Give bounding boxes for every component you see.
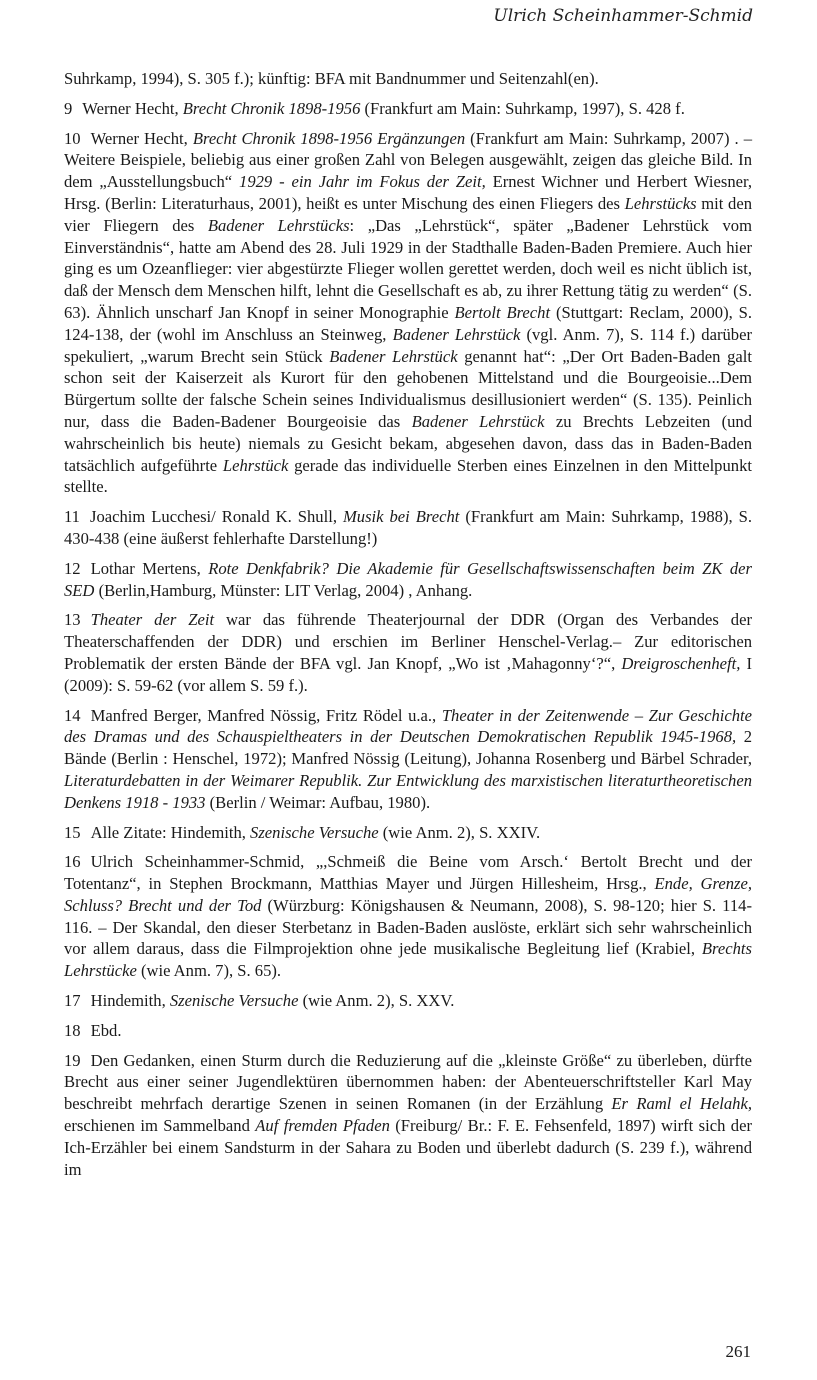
footnote-number: 13 [64, 610, 81, 630]
footnotes [64, 68, 752, 1188]
footnote-italic-text: Theater in der Zeitenwende – Zur Geschichte des Dramas und des Schauspieltheaters in der Deutschen Demokratischen Republik 1945-1968, [64, 705, 752, 747]
footnote-italic-text: Dreigroschenheft, [621, 653, 741, 673]
footnote-text: Werner Hecht, [90, 128, 193, 148]
footnote [64, 1020, 752, 1042]
footnote-italic-text: Badener Lehrstück [392, 324, 521, 344]
footnote-italic-text: Theater der Zeit [90, 610, 215, 630]
footnote-text: Alle Zitate: Hindemith, [90, 822, 251, 842]
footnote [64, 98, 752, 120]
footnote [64, 609, 752, 696]
footnote-text: Ebd. [90, 1020, 122, 1040]
footnote-number: 14 [64, 705, 81, 725]
footnote-text: Ulrich Scheinhammer-Schmid, „,Schmeiß die Beine vom Arsch.‘ Bertolt Brecht und der Totentanz“, in Stephen Brockmann, Matthias Mayer und Jürgen Hillesheim, Hrsg., [64, 852, 752, 894]
footnote-text: (wie Anm. 7), S. 65). [136, 961, 282, 981]
footnote [64, 506, 752, 550]
footnote-italic-text: Brecht Chronik 1898-1956 Ergänzungen [192, 128, 466, 148]
footnote-italic-text: Szenische Versuche [169, 991, 299, 1011]
footnote-text: (vgl. Anm. 7), S. 114 f.) darüber spekuliert, „warum Brecht sein Stück [64, 324, 752, 366]
footnote [64, 990, 752, 1012]
footnote-text: (Freiburg/ Br.: F. E. Fehsenfeld, 1897) wirft sich der Ich-Erzähler bei einem Sandsturm in der Sahara zu Boden und überlebt dadurch (S. 239 f.), während im [64, 1116, 752, 1179]
footnote-text: Ernest Wichner und Herbert Wiesner, Hrsg. (Berlin: Literaturhaus, 2001), heißt es unter Mischung des einen Fliegers des [64, 172, 752, 213]
footnote-italic-text: Brechts Lehrstücke [64, 939, 752, 981]
footnote-text: Manfred Berger, Manfred Nössig, Fritz Rödel u.a., [90, 705, 442, 725]
footnote-text: (Würzburg: Königshausen & Neumann, 2008), S. 98-120; hier S. 114-116. – Der Skandal, den dieser Sterbetanz in Baden-Baden auslöste, erklärt sich sehr wahrscheinlich vor allem daraus, dass die Filmprojektion ohne jede musikalische Begleitung lief (Krabiel, [64, 895, 752, 959]
footnote-number: 16 [64, 852, 81, 872]
footnote-text: : „Das „Lehrstück“, später „Badener Lehrstück vom Einverständnis“, hatte am Abend des 28. Juli 1929 in der Stadthalle Baden-Baden Premiere. Auch hier ging es um Ozeanflieger: vier abgestürzte Flieger wollen gerettet werden, doch weil es nicht üblich ist, daß der Mensch dem Menschen hilft, lehnt die Gesellschaft es ab, zu ihrer Rettung tätig zu werden“ (S. 63). Ähnlich unscharf Jan Knopf in seiner Monographie [64, 215, 752, 322]
footnote-italic-text: Er Raml el Helahk, [611, 1094, 752, 1114]
running-header-author: Ulrich Scheinhammer-Schmid [493, 6, 753, 26]
footnote-text: zu Brechts Lebzeiten (und wahrscheinlich bis heute) niemals zu Gesicht bekam, abgesehen davon, dass das in Baden-Baden tatsächlich aufgeführte [64, 411, 752, 475]
footnote [64, 1050, 752, 1181]
footnote [64, 851, 752, 982]
footnote-text: I (2009): S. 59-62 (vor allem S. 59 f.). [64, 653, 752, 695]
footnote-text: (wie Anm. 2), S. XXIV. [378, 822, 541, 842]
footnote-text: (Berlin / Weimar: Aufbau, 1980). [205, 792, 431, 812]
footnote [64, 128, 752, 499]
footnote [64, 558, 752, 602]
footnote-italic-text: Brecht Chronik 1898-1956 [182, 98, 361, 118]
footnote-italic-text: Ende, Grenze, Schluss? Brecht und der Tod [64, 874, 752, 915]
footnote-number: 10 [64, 128, 81, 148]
footnote-italic-text: Lehrstück [222, 455, 289, 475]
footnote-number: 12 [64, 558, 81, 578]
footnote [64, 68, 752, 90]
footnote-italic-text: Auf fremden Pfaden [255, 1116, 390, 1136]
footnote-text: erschienen im Sammelband [64, 1116, 256, 1136]
footnote-text: (Stuttgart: Reclam, 2000), S. 124-138, der (wohl im Anschluss an Steinweg, [64, 302, 753, 344]
footnote-text: (Frankfurt am Main: Suhrkamp, 1988), S. 430-438 (eine äußerst fehlerhafte Darstellung!) [64, 507, 752, 548]
footnote-italic-text: 1929 - ein Jahr im Fokus der Zeit, [239, 172, 486, 192]
footnote-italic-text: Rote Denkfabrik? Die Akademie für Gesellschaftswissenschaften beim ZK der SED [64, 558, 752, 600]
footnote-italic-text: Lehrstücks [624, 193, 697, 213]
footnote [64, 822, 752, 844]
footnote-text: Suhrkamp, 1994), S. 305 f.); künftig: BFA mit Bandnummer und Seitenzahl(en). [64, 69, 599, 88]
footnote-text: (Frankfurt am Main: Suhrkamp, 2007) . – Weitere Beispiele, beliebig aus einer großen Zahl von Belegen ausgewählt, zeigen das gleiche Bild. In dem „Ausstellungsbuch“ [64, 128, 752, 192]
footnote-text: 2 Bände (Berlin : Henschel, 1972); Manfred Nössig (Leitung), Johanna Rosenberg und Bärbel Schrader, [64, 727, 752, 769]
footnote-text: gerade das individuelle Sterben eines Einzelnen in den Mittelpunkt stellte. [64, 455, 752, 497]
page-number: 261 [725, 1342, 751, 1361]
footnote-number: 19 [64, 1050, 81, 1070]
footnote-text: (wie Anm. 2), S. XXV. [298, 991, 455, 1011]
footnote-italic-text: Badener Lehrstücks [207, 215, 350, 235]
footnote-text: (Frankfurt am Main: Suhrkamp, 1997), S. 428 f. [360, 98, 685, 118]
footnote-italic-text: Musik bei Brecht [342, 507, 460, 527]
footnote-text: genannt hat“: „Der Ort Baden-Baden galt schon seit der Kaiserzeit als Kurort für den gehobenen Mittelstand und die Bourgeoisie...Dem Bürgertum sollte der falsche Schein seines Individualismus desillusioniert werden“ (S. 135). Peinlich nur, dass die Baden-Badener Bourgeoisie das [64, 346, 752, 431]
footnote-number: 9 [64, 98, 73, 118]
footnote-number: 11 [64, 507, 80, 527]
footnote-number: 15 [64, 822, 81, 842]
footnote-italic-text: Literaturdebatten in der Weimarer Republik. Zur Entwicklung des marxistischen literaturtheoretischen Denkens 1918 - 1933 [64, 770, 752, 812]
footnote [64, 705, 752, 814]
footnote-text: war das führende Theaterjournal der DDR (Organ des Verbandes der Theaterschaffenden der DDR) und erschien im Berliner Henschel-Verlag.– Zur editorischen Problematik der ersten Bände der BFA vgl. Jan Knopf, „Wo ist ‚Mahagonny‘?“, [64, 610, 752, 673]
footnote-text: Werner Hecht, [82, 98, 183, 118]
footnote-text: mit den vier Fliegern des [64, 193, 752, 235]
footnote-italic-text: Bertolt Brecht [454, 302, 551, 322]
footnote-number: 17 [64, 991, 81, 1011]
footnote-number: 18 [64, 1020, 81, 1040]
footnote-text: (Berlin,Hamburg, Münster: LIT Verlag, 2004) , Anhang. [94, 580, 473, 600]
footnote-italic-text: Badener Lehrstück [329, 346, 458, 366]
footnote-text: Lothar Mertens, [90, 558, 209, 578]
footnote-text: Den Gedanken, einen Sturm durch die Reduzierung auf die „kleinste Größe“ zu überleben, dürfte Brecht aus einer seiner Jugendlektüren übernommen haben: der Abenteuerschriftsteller Karl May beschreibt mehrfach derartige Szenen in seinen Romanen (in der Erzählung [64, 1050, 752, 1114]
footnote-italic-text: Szenische Versuche [250, 822, 379, 842]
footnote-text: Hindemith, [90, 991, 170, 1011]
footnote-italic-text: Badener Lehrstück [411, 411, 545, 431]
footnote-text: Joachim Lucchesi/ Ronald K. Shull, [89, 507, 343, 527]
